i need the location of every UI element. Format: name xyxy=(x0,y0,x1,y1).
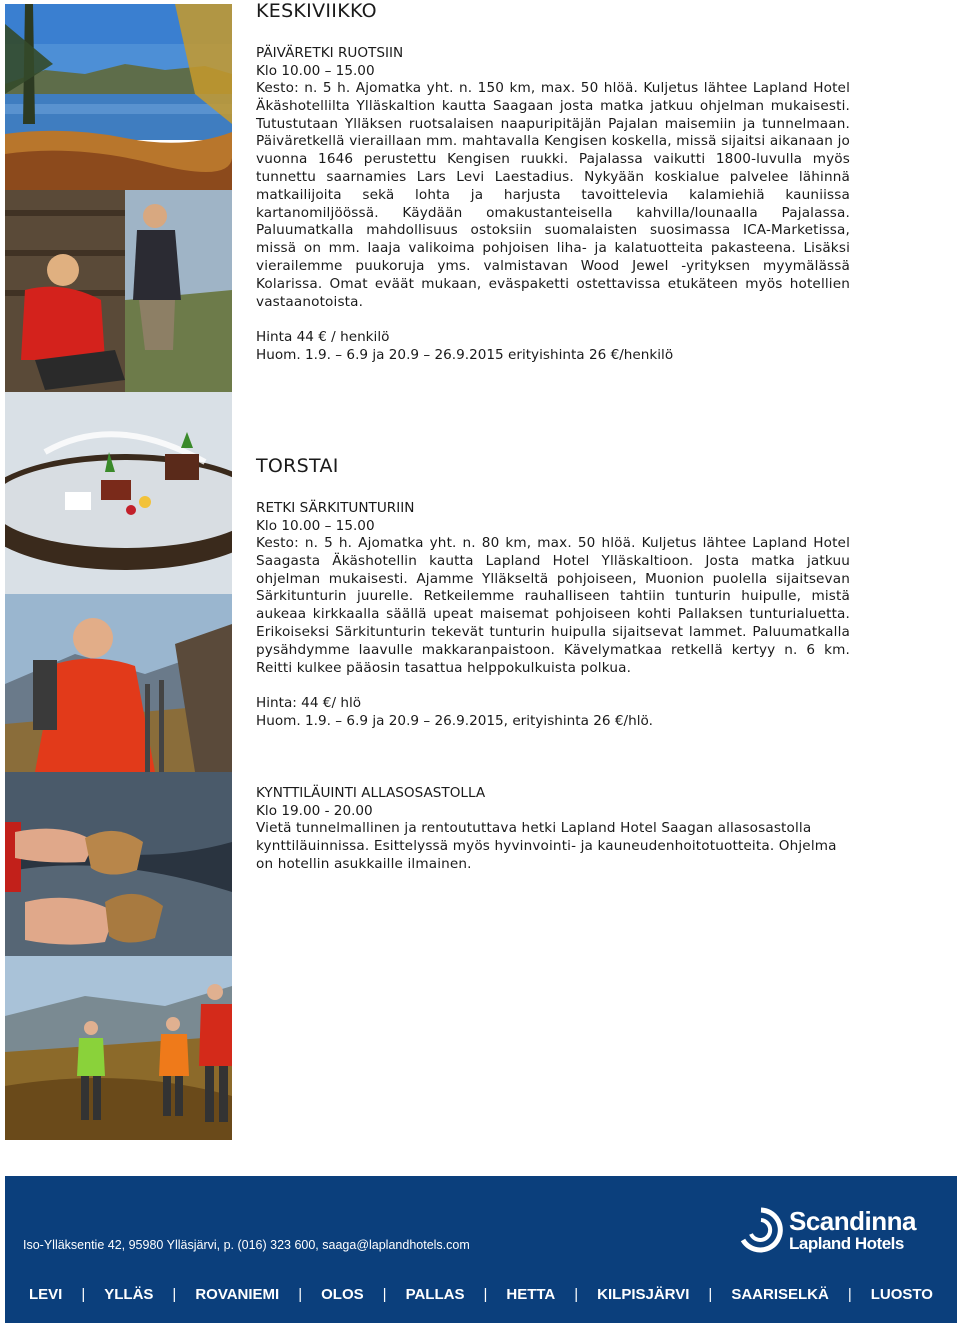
event-price: Hinta 44 € / henkilö xyxy=(256,329,390,346)
location-kilpisjarvi: KILPISJÄRVI xyxy=(597,1286,690,1303)
separator: | xyxy=(172,1286,177,1303)
event-time: Klo 19.00 - 20.00 xyxy=(256,803,373,819)
hotel-address: Iso-Ylläksentie 42, 95980 Ylläsjärvi, p. (016) 323 600, saaga@laplandhotels.com xyxy=(23,1238,470,1252)
event-price-note: Huom. 1.9. – 6.9 ja 20.9 – 26.9.2015 erityishinta 26 €/henkilö xyxy=(256,347,674,364)
location-list xyxy=(29,1286,933,1303)
three-hikers-photo xyxy=(5,956,232,1140)
separator: | xyxy=(298,1286,303,1303)
swirl-logo-icon xyxy=(735,1206,787,1254)
logo-subtitle: Lapland Hotels xyxy=(789,1234,904,1253)
location-saariselka: SAARISELKÄ xyxy=(731,1286,829,1303)
day-heading-wednesday: KESKIVIIKKO xyxy=(256,0,377,22)
separator: | xyxy=(382,1286,387,1303)
event-title-day-trip-sweden: PÄIVÄRETKI RUOTSIIN xyxy=(256,45,404,61)
location-pallas: PALLAS xyxy=(405,1286,465,1303)
location-hetta: HETTA xyxy=(506,1286,556,1303)
hiker-man-photo xyxy=(5,594,232,772)
separator: | xyxy=(574,1286,579,1303)
location-olos: OLOS xyxy=(321,1286,364,1303)
lapland-hotels-logo xyxy=(735,1204,931,1260)
event-title-sarkitunturi: RETKI SÄRKITUNTURIIN xyxy=(256,500,415,516)
day-heading-thursday: TORSTAI xyxy=(256,455,339,477)
location-levi: LEVI xyxy=(29,1286,63,1303)
event-price-note: Huom. 1.9. – 6.9 ja 20.9 – 26.9.2015, erityishinta 26 €/hlö. xyxy=(256,713,653,730)
candle-swim-section xyxy=(256,784,850,873)
wednesday-section xyxy=(256,0,850,364)
event-price: Hinta: 44 €/ hlö xyxy=(256,695,362,712)
event-description: Kesto: n. 5 h. Ajomatka yht. n. 150 km, max. 50 hlöä. Kuljetus lähtee Lapland Hotel Äkäshotellilta Ylläskaltion kautta Saagaan josta matka jatkuu ohjelman mukaisesti. Tutustutaan Ylläksen ruotsalaisen naapuripitäjän Pajalan maisemiin ja tunnelmaan. Päiväretkellä vieraillaan mm. mahtavalla Kengisen koskella, missä sijaitsi aikanaan jo vuonna 1646 perustettu Kengisen ruukki. Pajalassa vaikutti 1800-luvulla myös tunnettu saarnamies Lars Levi Laestadius. Nykyään koskialue palvelee lähinnä matkailijoita sekä lohta ja harjusta tavoittelevia kalamiehiä kauniissa kartanomiljöössä. Käydään omakustanteisella kahvilla/lounaalla Pajalassa. Paluumatkalla mahdollisuus ostoksiin suomalaisten suosimassa ICA-Marketissa, missä on mm. laaja valikoima pohjoisen liha- ja kalatuotteita pakasteena. Lisäksi vierailemme puukoruja yms. valmistavan Wood Jewel -yrityksen myymälässä Kolarissa. Omat eväät mukaan, eväspaketti ostettavissa etukäteen myös hotellien vastaanotoista. xyxy=(256,80,850,310)
event-description: Kesto: n. 5 h. Ajomatka yht. n. 80 km, max. 50 hlöä. Kuljetus lähtee Lapland Hotel Saagasta Äkäshotellin kautta Lapland Hotel Ylläskaltioon. Josta matka jatkuu ohjelman mukaisesti. Ajamme Ylläkseltä pohjoiseen, Muonion puolella sijaitsevan Särkitunturin juurelle. Retkeilemme rauhalliseen tahtiin tunturin huipulle, mistä aukeaa kirkkaalla säällä upeat maisemat pohjoiseen kohti Pallaksen tunturialuetta. Erikoiseksi Särkitunturin tekevät tunturin huipulla sijaitsevat lammet. Paluumatkalla pysähdymme laavulle makkaranpaistoon. Kävelymatkaa retkellä kertyy n. 6 km. Reitti kulkee pääosin tasattua helppokulkuista polkua. xyxy=(256,535,850,676)
location-yllas: YLLÄS xyxy=(104,1286,154,1303)
gourmet-dish-photo xyxy=(5,392,232,594)
logo-wordmark: Scandinna xyxy=(789,1206,916,1236)
event-time: Klo 10.00 – 15.00 xyxy=(256,63,375,79)
footer-banner xyxy=(5,1176,957,1323)
wooden-cups-photo xyxy=(5,772,232,956)
women-cabin-photo xyxy=(5,190,232,392)
separator: | xyxy=(708,1286,713,1303)
event-title-candle-swim: KYNTTILÄUINTI ALLASOSASTOLLA xyxy=(256,785,486,801)
location-rovaniemi: ROVANIEMI xyxy=(195,1286,280,1303)
separator: | xyxy=(483,1286,488,1303)
lake-landscape-photo xyxy=(5,4,232,190)
event-time: Klo 10.00 – 15.00 xyxy=(256,518,375,534)
event-description: Vietä tunnelmallinen ja rentoututtava hetki Lapland Hotel Saagan allasosastolla kynttiläuinnissa. Esittelyssä myös hyvinvointi- ja kauneudenhoitotuotteita. Ohjelma on hotellin asukkaille ilmainen. xyxy=(256,820,837,872)
location-luosto: LUOSTO xyxy=(870,1286,933,1303)
separator: | xyxy=(81,1286,86,1303)
separator: | xyxy=(847,1286,852,1303)
thursday-section xyxy=(256,455,850,730)
